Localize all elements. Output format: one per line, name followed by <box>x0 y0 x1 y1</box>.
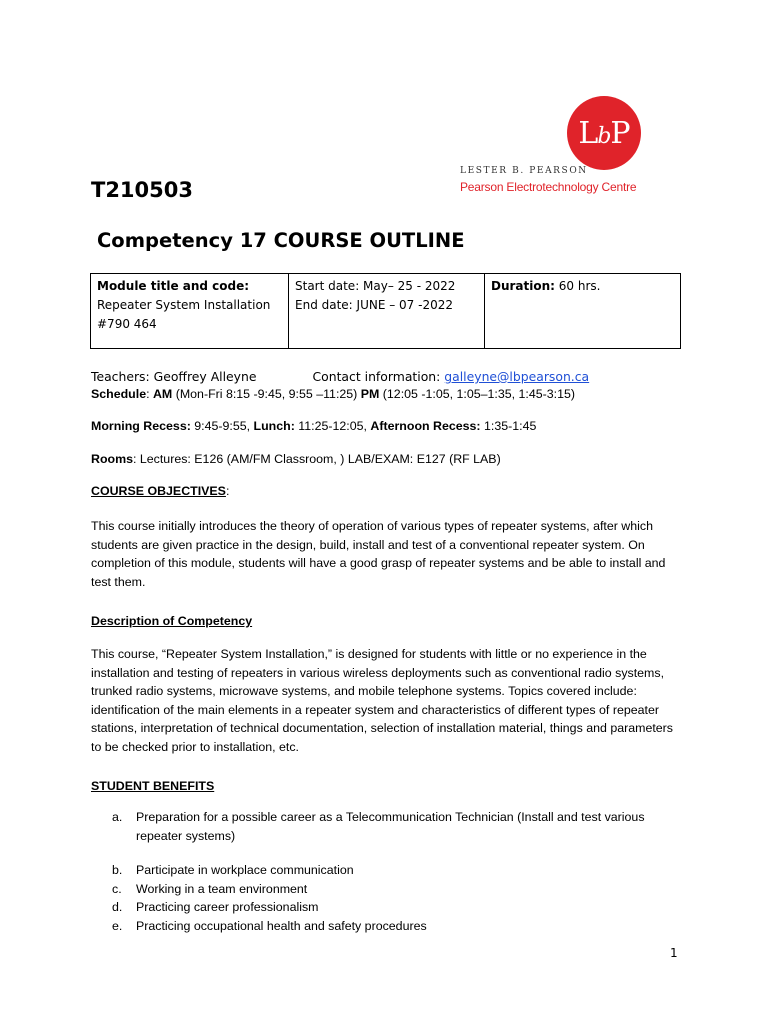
document-code: T210503 <box>91 178 193 202</box>
rooms-value: : Lectures: E126 (AM/FM Classroom, ) LAB/EXAM: E127 (RF LAB) <box>133 452 501 466</box>
logo-circle <box>567 96 641 170</box>
logo-centre-name: Pearson Electrotechnology Centre <box>460 180 637 194</box>
list-item-text: Participate in workplace communication <box>136 863 354 877</box>
teachers-line <box>91 369 589 384</box>
module-info-table <box>90 273 681 349</box>
afternoon-recess-value: 1:35-1:45 <box>480 419 537 433</box>
module-cell <box>91 274 289 349</box>
lunch-label: Lunch: <box>253 419 295 433</box>
list-marker: e. <box>112 918 123 933</box>
rooms-line <box>91 450 501 469</box>
list-item-text: Working in a team environment <box>136 881 308 896</box>
list-item-text: Practicing occupational health and safety procedures <box>136 918 427 933</box>
list-marker: a. <box>112 810 123 824</box>
module-code: #790 464 <box>97 317 157 331</box>
contact-label: Contact information: <box>312 369 445 384</box>
lunch-value: 11:25-12:05, <box>294 419 371 433</box>
page-number: 1 <box>670 946 678 960</box>
schedule-line <box>91 385 575 404</box>
duration-value: 60 hrs. <box>554 279 601 293</box>
list-item-text: Practicing career professionalism <box>136 900 319 914</box>
objectives-heading-text: COURSE OBJECTIVES <box>91 484 226 498</box>
description-heading-text: Description of Competency <box>91 614 253 628</box>
list-item-text: Preparation for a possible career as a Telecommunication Technician (Install and test various repeater systems) <box>136 810 645 843</box>
teachers-label: Teachers: Geoffrey Alleyne <box>91 369 257 384</box>
schedule-label: Schedule <box>91 387 147 401</box>
contact-email-link[interactable]: galleyne@lbpearson.ca <box>444 369 590 384</box>
benefits-list <box>91 808 681 935</box>
list-item <box>91 917 681 936</box>
module-label: Module title and code: <box>97 279 250 293</box>
rooms-label: Rooms <box>91 452 133 466</box>
afternoon-recess-label: Afternoon Recess: <box>370 419 481 433</box>
benefits-heading-text: STUDENT BENEFITS <box>91 779 215 793</box>
list-marker: c. <box>112 881 122 896</box>
document-title: Competency 17 COURSE OUTLINE <box>97 229 465 252</box>
morning-recess-label: Morning Recess: <box>91 419 191 433</box>
start-date: Start date: May– 25 - 2022 <box>295 279 456 293</box>
benefits-heading <box>91 777 214 796</box>
am-label: AM <box>152 387 173 401</box>
duration-label: Duration: <box>491 279 555 293</box>
objectives-paragraph: This course initially introduces the theory of operation of various types of repeater systems, after which students are given practice in the design, build, install and test of a conventional repeater system. On completion of this module, students will have a good grasp of repeater systems and be able to install and test them. <box>91 519 666 589</box>
list-item <box>91 898 681 917</box>
description-paragraph: This course, “Repeater System Installation,” is designed for students with little or no experience in the installation and testing of repeaters in various wireless deployments such as conventional radio systems, trunked radio systems, microwave systems, and mobile telephone systems. Topics covered include: identification of the main elements in a repeater system and characteristics of different types of repeater stations, interpretation of technical documentation, selection of installation material, things and parameters to be checked prior to installation, etc. <box>91 647 673 754</box>
recess-line <box>91 417 536 436</box>
logo-school-name: LESTER B. PEARSON <box>460 166 588 176</box>
logo-mark: LbP <box>578 115 630 151</box>
list-item <box>91 861 681 880</box>
morning-recess-value: 9:45-9:55, <box>190 419 254 433</box>
description-heading <box>91 612 252 631</box>
module-name: Repeater System Installation <box>97 298 271 312</box>
objectives-heading <box>91 482 229 501</box>
am-times: (Mon-Fri 8:15 -9:45, 9:55 –11:25) <box>172 387 361 401</box>
list-marker: d. <box>112 900 123 914</box>
list-item <box>91 808 681 845</box>
list-marker: b. <box>112 863 123 877</box>
objectives-heading-suffix: : <box>225 484 230 498</box>
pm-label: PM <box>360 387 380 401</box>
schedule-sep: : <box>146 387 153 401</box>
school-logo <box>458 96 648 196</box>
dates-cell <box>289 274 485 349</box>
end-date: End date: JUNE – 07 -2022 <box>295 298 453 312</box>
pm-times: (12:05 -1:05, 1:05–1:35, 1:45-3:15) <box>379 387 575 401</box>
list-item <box>91 880 681 899</box>
duration-cell <box>485 274 681 349</box>
